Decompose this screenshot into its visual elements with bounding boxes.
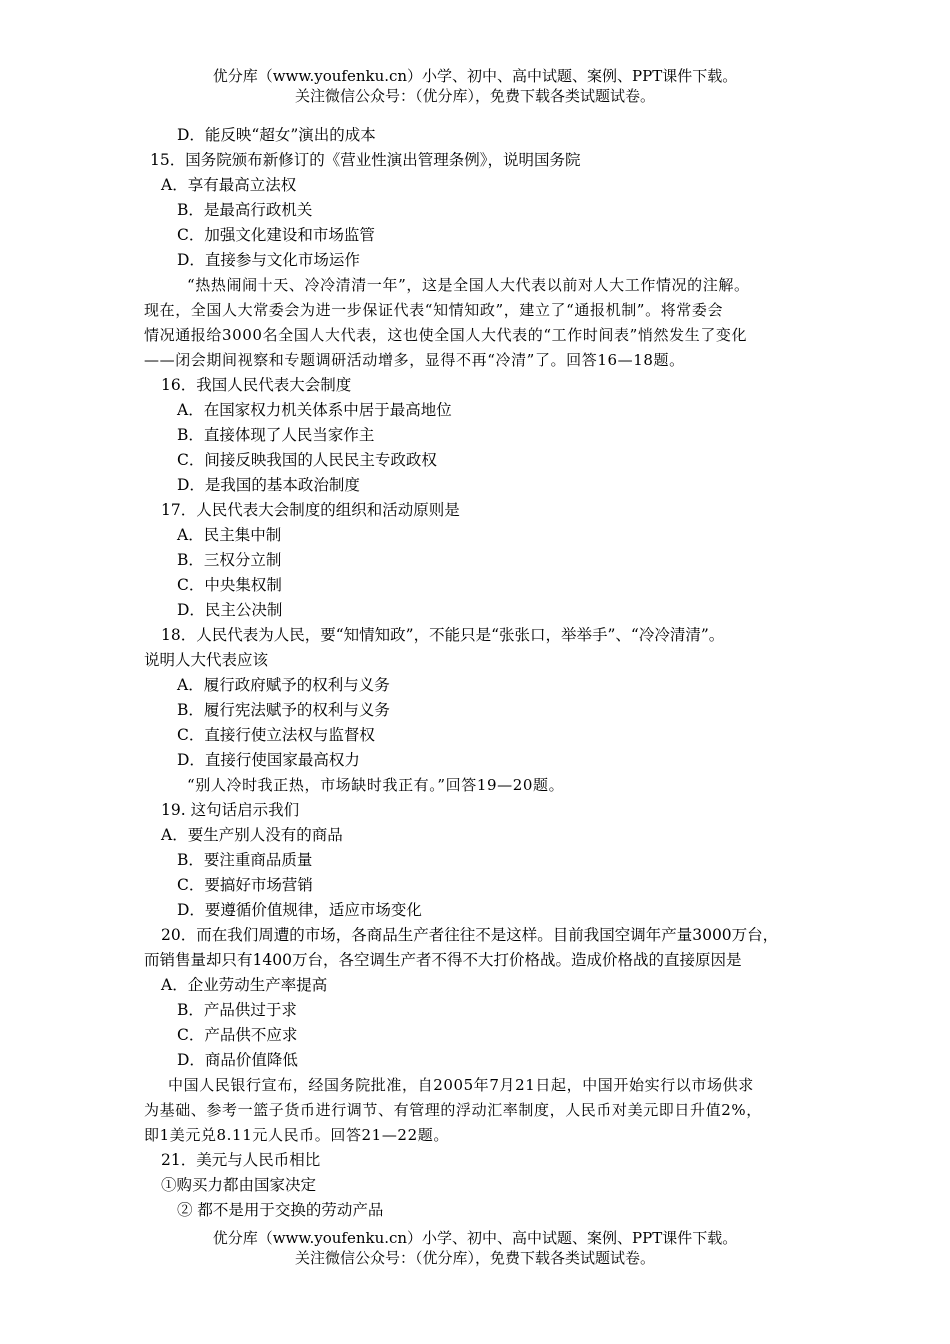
q15-option-c: C．加强文化建设和市场监管 (177, 226, 375, 244)
footer-line-2: 关注微信公众号：（优分库），免费下载各类试题试卷。 (294, 1249, 655, 1267)
q20-option-b: B．产品供过于求 (177, 1001, 297, 1019)
q17-option-a: A．民主集中制 (177, 526, 282, 544)
q19-option-c: C．要搞好市场营销 (177, 876, 313, 894)
header-line-1: 优分库（www.youfenku.cn）小学、初中、高中试题、案例、PPT课件下载。 (212, 67, 738, 85)
q20-stem-line-2: 而销售量却只有1400万台，各空调生产者不得不大打价格战。造成价格战的直接原因是 (144, 951, 742, 969)
q19-option-b: B．要注重商品质量 (177, 851, 313, 869)
q20-stem-line-1: 20．而在我们周遭的市场，各商品生产者往往不是这样。目前我国空调年产量3000万台， (161, 926, 779, 944)
passage-16-18-line-1: “热热闹闹十天、冷冷清清一年”，这是全国人大代表以前对人大工作情况的注解。 (187, 276, 750, 294)
passage-16-18-line-2: 现在，全国人大常委会为进一步保证代表“知情知政”，建立了“通报机制”。将常委会 (144, 301, 724, 319)
q16-option-a: A．在国家权力机关体系中居于最高地位 (177, 401, 452, 419)
q21-item-2: ② 都不是用于交换的劳动产品 (177, 1201, 384, 1219)
passage-16-18-line-4: ——闭会期间视察和专题调研活动增多，显得不再“冷清”了。回答16—18题。 (144, 351, 685, 369)
q17-option-d: D．民主公决制 (177, 601, 283, 619)
passage-16-18-line-3: 情况通报给3000名全国人大代表，这也使全国人大代表的“工作时间表”悄然发生了变化 (144, 326, 748, 344)
q18-option-a: A．履行政府赋予的权利与义务 (177, 676, 390, 694)
page-header (0, 66, 950, 106)
q14-option-d: D．能反映“超女”演出的成本 (177, 126, 376, 144)
q16-option-d: D．是我国的基本政治制度 (177, 476, 360, 494)
q15-stem: 15．国务院颁布新修订的《营业性演出管理条例》，说明国务院 (150, 151, 581, 169)
q20-option-c: C．产品供不应求 (177, 1026, 298, 1044)
q15-option-d: D．直接参与文化市场运作 (177, 251, 360, 269)
q18-stem-line-1: 18．人民代表为人民，要“知情知政”，不能只是“张张口，举举手”、“冷冷清清”。 (161, 626, 725, 644)
q21-stem: 21．美元与人民币相比 (161, 1151, 321, 1169)
q21-item-1: ①购买力都由国家决定 (161, 1176, 317, 1194)
q19-stem: 19. 这句话启示我们 (161, 801, 300, 819)
q17-option-c: C．中央集权制 (177, 576, 282, 594)
passage-21-22-line-1: 中国人民银行宣布，经国务院批准，自2005年7月21日起，中国开始实行以市场供求 (168, 1076, 754, 1094)
header-line-2: 关注微信公众号：（优分库），免费下载各类试题试卷。 (294, 87, 655, 105)
page-footer (0, 1228, 950, 1268)
q17-stem: 17．人民代表大会制度的组织和活动原则是 (161, 501, 460, 519)
q16-stem: 16．我国人民代表大会制度 (161, 376, 352, 394)
q18-option-d: D．直接行使国家最高权力 (177, 751, 360, 769)
q15-option-b: B．是最高行政机关 (177, 201, 313, 219)
passage-21-22-line-3: 即1美元兑8.11元人民币。回答21—22题。 (144, 1126, 449, 1144)
q17-option-b: B．三权分立制 (177, 551, 282, 569)
q15-option-a: A．享有最高立法权 (161, 176, 297, 194)
passage-21-22-line-2: 为基础、参考一篮子货币进行调节、有管理的浮动汇率制度，人民币对美元即日升值2%， (144, 1101, 762, 1119)
q20-option-d: D．商品价值降低 (177, 1051, 298, 1069)
q19-option-d: D．要遵循价值规律，适应市场变化 (177, 901, 422, 919)
q18-stem-line-2: 说明人大代表应该 (144, 651, 269, 669)
passage-19-20: “别人冷时我正热，市场缺时我正有。”回答19—20题。 (187, 776, 565, 794)
q20-option-a: A．企业劳动生产率提高 (161, 976, 328, 994)
q18-option-c: C．直接行使立法权与监督权 (177, 726, 375, 744)
footer-line-1: 优分库（www.youfenku.cn）小学、初中、高中试题、案例、PPT课件下载。 (212, 1229, 738, 1247)
q19-option-a: A．要生产别人没有的商品 (161, 826, 343, 844)
q16-option-c: C．间接反映我国的人民民主专政政权 (177, 451, 437, 469)
q18-option-b: B．履行宪法赋予的权利与义务 (177, 701, 390, 719)
q16-option-b: B．直接体现了人民当家作主 (177, 426, 375, 444)
